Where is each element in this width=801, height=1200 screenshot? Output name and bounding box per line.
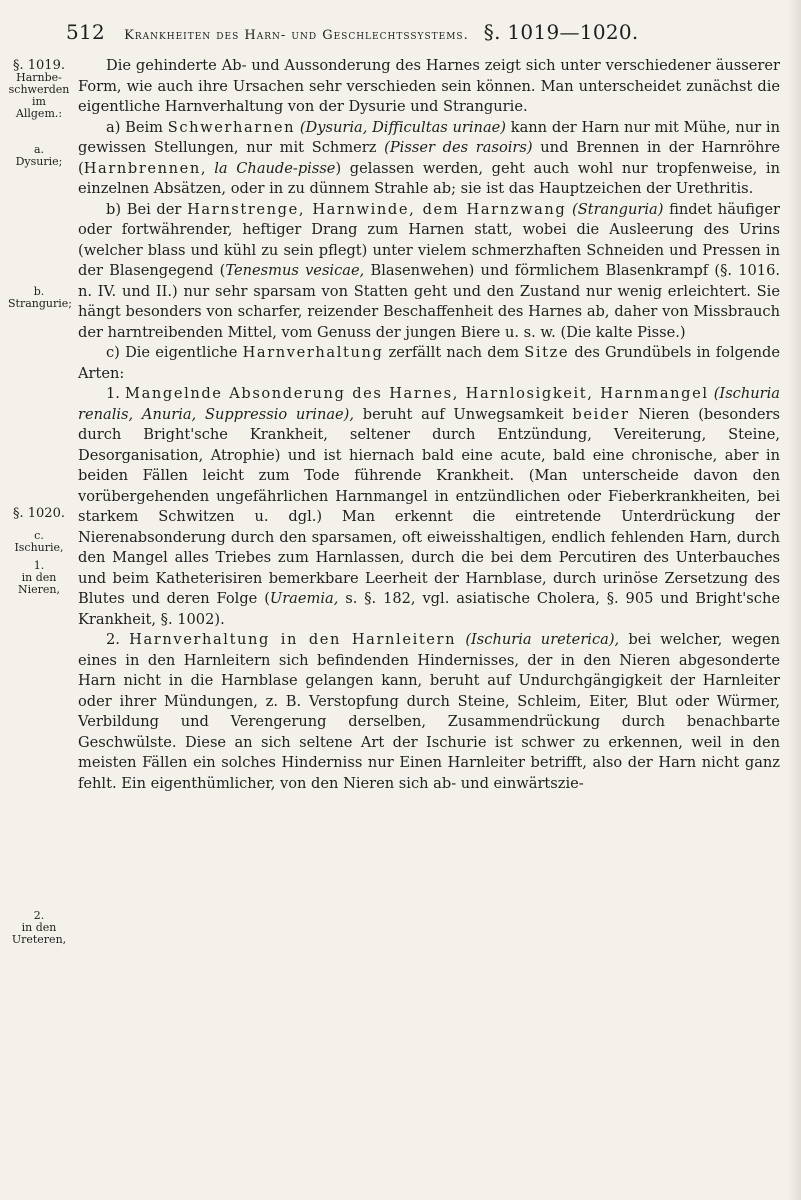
margin-note-dysurie (8, 144, 70, 168)
spaced-term: Schwerharnen (167, 118, 296, 136)
spaced-term: Harnbrennen (83, 159, 201, 177)
margin-note-ischurie (8, 530, 70, 554)
spaced-term: Harnverhaltung in den Harnleitern (129, 631, 457, 648)
text-run: ) gelassen werden, geht auch wohl nur tropfenweise, in einzelnen Absätzen, oder in zu dünnem Strahle ab; sie ist das Hauptzeichen der Urethritis. (78, 159, 780, 197)
text-run: zerfällt nach dem (383, 344, 525, 361)
margin-line: in den (21, 571, 57, 584)
spaced-term: Harnstrenge, Harnwinde, dem Harnzwang (187, 200, 567, 218)
margin-note-strangurie (8, 286, 70, 310)
text-run: bei welcher, wegen eines in den Harnleitern sich befindenden Hindernisses, der in den Nieren abgesonderte Harn nicht in die Harnblase gelangen kann, beruht auf Undurchgängigkeit der Harnleiter oder ihrer Mündungen, z. B. Verstopfung durch Steine, Schleim, Eiter, Blut oder Würmer, Verbildung und Verengerung derselben, Zusammendrückung durch benachbarte Geschwülste. Diese an sich seltene Art der Ischurie ist schwer zu erkennen, weil in den meisten Fällen ein solches Hinderniss nur Einen Harnleiter betrifft, also der Harn nicht ganz fehlt. Ein eigenthümlicher, von den Nieren sich ab- und einwärtszie- (78, 631, 780, 792)
margin-line: Harnbe- (16, 71, 62, 84)
latin-term: (Ischuria ureterica), (456, 631, 620, 648)
text-run: 1. (106, 385, 126, 402)
page-header (66, 20, 766, 50)
text-run: Blasenwehen) und förmlichem Blasenkrampf (§. 1016. n. IV. und II.) nur sehr sparsam von Statten geht und den Zustand nur wenig erleichtert. Sie hängt besonders von scharfer, reizender Beschaffenheit des Harnes ab, daher von Missbrauch der harntreibenden Mittel, vom Genuss der jungen Biere u. s. w. (Die kalte Pisse.) (78, 262, 780, 341)
margin-line: c. (34, 529, 44, 542)
spaced-term: Harnverhaltung (242, 344, 384, 361)
margin-line: 2. (33, 909, 45, 922)
margin-line: Ureteren, (11, 933, 67, 946)
margin-note-section-1020 (8, 508, 70, 520)
text-run: beruht auf Unwegsamkeit (354, 405, 573, 423)
text-run: und Brennen in der Harnröhre ( (78, 139, 780, 177)
paragraph-dysurie (78, 118, 780, 200)
margin-line: 1. (33, 559, 45, 572)
paragraph-harnverhaltung (78, 343, 780, 384)
latin-term: Uraemia, (269, 590, 339, 607)
paragraph-intro (78, 56, 780, 118)
margin-line: b. (33, 285, 45, 298)
spaced-term: Mangelnde Absonderung des Harnes, Harnlosigkeit, Harnmangel (125, 385, 709, 402)
text-run: c) Die eigentliche (106, 344, 243, 361)
margin-line: in den (21, 921, 57, 934)
margin-note-nieren (8, 560, 70, 596)
margin-line: a. (33, 143, 45, 156)
margin-line: im Allgem.: (15, 95, 63, 120)
spaced-term: beider (572, 405, 630, 423)
margin-line: Nieren, (17, 583, 60, 596)
text-run: kann der Harn nur mit Mühe, nur in gewissen Stellungen, nur mit Schmerz (78, 118, 780, 156)
paragraph-text: Die gehinderte Ab- und Aussonderung des Harnes zeigt sich unter verschiedener äusserer Form, wie auch ihre Ursachen sehr verschieden sein können. Man unterscheidet zunächst die eigentliche Harnverhaltung von der Dysurie und Strangurie. (78, 57, 780, 115)
spaced-term: Sitze (524, 344, 570, 361)
text-run: 2. (106, 631, 130, 648)
latin-term: (Ischuria renalis, Anuria, Suppressio urinae), (78, 385, 780, 423)
latin-term: (Dysuria, Difficultas urinae) (295, 118, 506, 136)
french-term: (Pisser des rasoirs) (384, 139, 533, 156)
paragraph-ischuria-renalis (78, 384, 780, 630)
page-body (78, 56, 780, 794)
text-run: s. §. 182, vgl. asiatische Cholera, §. 905 und Bright'sche Krankheit, §. 1002). (78, 590, 780, 628)
margin-line: Ischurie, (14, 541, 64, 554)
text-run: findet häufiger oder fortwährender, heftiger Drang zum Harnen statt, wobei die Ausleerung des Urins (welcher blass und kühl zu sein pflegt) unter vielem schmerzhaften Schneiden und Pressen in der Blasengegend ( (78, 200, 780, 279)
margin-note-ureteren (8, 910, 70, 946)
text-run: b) Bei der (106, 200, 188, 218)
french-term: la Chaude-pisse (214, 159, 336, 177)
margin-line: Dysurie; (15, 155, 63, 168)
page-edge-shadow (787, 0, 801, 1200)
paragraph-ischuria-ureterica (78, 630, 780, 794)
text-run: , (200, 159, 215, 177)
running-title: Krankheiten des Harn- und Geschlechtssystems. (124, 28, 469, 43)
text-run: Nieren (besonders durch Bright'sche Krankheit, seltener durch Entzündung, Vereiterung, Steine, Desorganisation, Atrophie) und ist hiernach bald eine acute, bald eine chronische, aber in beiden Fällen leicht zum Tode führende Krankheit. (Man unterscheide davon den vorübergehenden ungefährlichen Harnmangel in entzündlichen oder Fieberkrankheiten, bei starkem Schwitzen u. dgl.) Man erkennt die eintretende Unterdrückung der Nierenabsonderung durch den sparsamen, oft eiweisshaltigen, endlich fehlenden Harn, durch den Mangel alles Triebes zum Harnlassen, durch die bei dem Percutiren des Unterbauches und beim Katheterisiren bemerkbare Leerheit der Harnblase, durch urinöse Zersetzung des Blutes und deren Folge ( (78, 405, 780, 607)
latin-term: Tenesmus vesicae, (225, 262, 365, 279)
text-run: a) Beim (106, 118, 168, 136)
page-number: 512 (66, 20, 106, 44)
header-section: §. 1019—1020. (483, 20, 639, 44)
margin-line: schwerden (8, 83, 70, 96)
paragraph-strangurie (78, 200, 780, 344)
margin-line: Strangurie; (8, 297, 72, 310)
margin-line: §. 1020. (13, 506, 65, 521)
text-run: des Grundübels in folgende Arten: (78, 344, 780, 382)
latin-term: (Stranguria) (566, 200, 664, 218)
margin-note-harnbeschwerden (8, 60, 70, 120)
margin-line: §. 1019. (13, 58, 65, 73)
